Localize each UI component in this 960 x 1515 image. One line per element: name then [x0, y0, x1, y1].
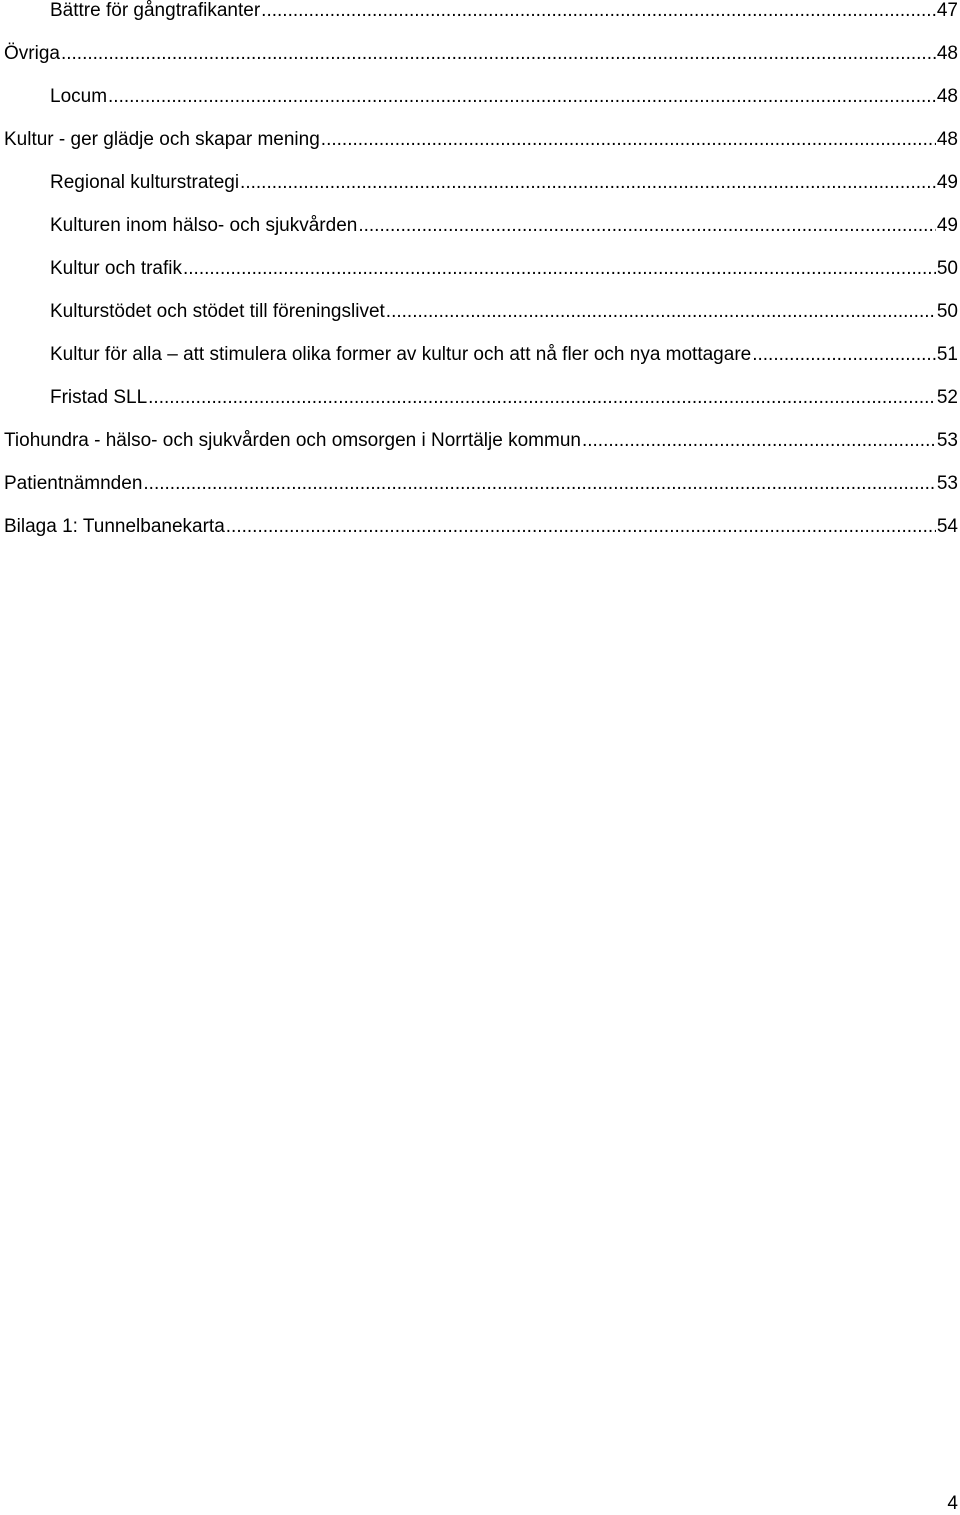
toc-entry-title: Locum [50, 86, 108, 107]
toc-entry-page: 50 [936, 258, 958, 279]
toc-entry-page: 52 [936, 387, 958, 408]
toc-entry-page: 48 [936, 129, 958, 150]
toc-entry-title: Tiohundra - hälso- och sjukvården och omsorgen i Norrtälje kommun [4, 430, 581, 451]
toc-entry-title: Bättre för gångtrafikanter [50, 0, 261, 21]
toc-dot-leader [358, 215, 936, 237]
toc-entry-title: Kulturen inom hälso- och sjukvården [50, 215, 358, 236]
toc-entry-title: Bilaga 1: Tunnelbanekarta [4, 516, 225, 537]
toc-entry-page: 49 [936, 215, 958, 236]
toc-entry-page: 48 [936, 86, 958, 107]
toc-dot-leader [108, 86, 936, 108]
toc-entry[interactable] [0, 121, 958, 151]
toc-entry-page: 50 [936, 301, 958, 322]
toc-entry-title: Kultur - ger glädje och skapar mening [4, 129, 320, 150]
toc-entry-title: Regional kulturstrategi [50, 172, 240, 193]
toc-entry[interactable] [0, 0, 958, 22]
toc-dot-leader [321, 129, 936, 151]
toc-entry-title: Kulturstödet och stödet till föreningslivet [50, 301, 385, 322]
toc-entry[interactable] [0, 35, 958, 65]
toc-entry[interactable] [0, 293, 958, 323]
toc-entry[interactable] [0, 379, 958, 409]
toc-entry-title: Fristad SLL [50, 387, 148, 408]
toc-entry[interactable] [0, 78, 958, 108]
toc-dot-leader [148, 387, 936, 409]
toc-entry-page: 53 [936, 473, 958, 494]
toc-entry-title: Kultur för alla – att stimulera olika former av kultur och att nå fler och nya mottagare [50, 344, 752, 365]
toc-dot-leader [582, 430, 936, 452]
toc-dot-leader [752, 344, 936, 366]
toc-dot-leader [143, 473, 935, 495]
toc-dot-leader [386, 301, 936, 323]
toc-entry-title: Kultur och trafik [50, 258, 182, 279]
toc-dot-leader [183, 258, 936, 280]
toc-entry[interactable] [0, 207, 958, 237]
toc-entry[interactable] [0, 164, 958, 194]
toc-entry-title: Patientnämnden [4, 473, 143, 494]
toc-dot-leader [240, 172, 936, 194]
toc-dot-leader [261, 0, 936, 22]
toc-entry-page: 48 [936, 43, 958, 64]
toc-dot-leader [226, 516, 936, 538]
toc-entry[interactable] [0, 508, 958, 538]
toc-entry[interactable] [0, 250, 958, 280]
toc-entry-title: Övriga [4, 43, 60, 64]
toc-entry-page: 54 [936, 516, 958, 537]
toc-entry[interactable] [0, 465, 958, 495]
toc-entry-page: 51 [936, 344, 958, 365]
toc-entry-page: 49 [936, 172, 958, 193]
toc-entry-page: 47 [936, 0, 958, 21]
toc-entry-page: 53 [936, 430, 958, 451]
toc-dot-leader [61, 43, 936, 65]
page-number: 4 [947, 1493, 958, 1514]
toc-entry[interactable] [0, 336, 958, 366]
toc-entry[interactable] [0, 422, 958, 452]
